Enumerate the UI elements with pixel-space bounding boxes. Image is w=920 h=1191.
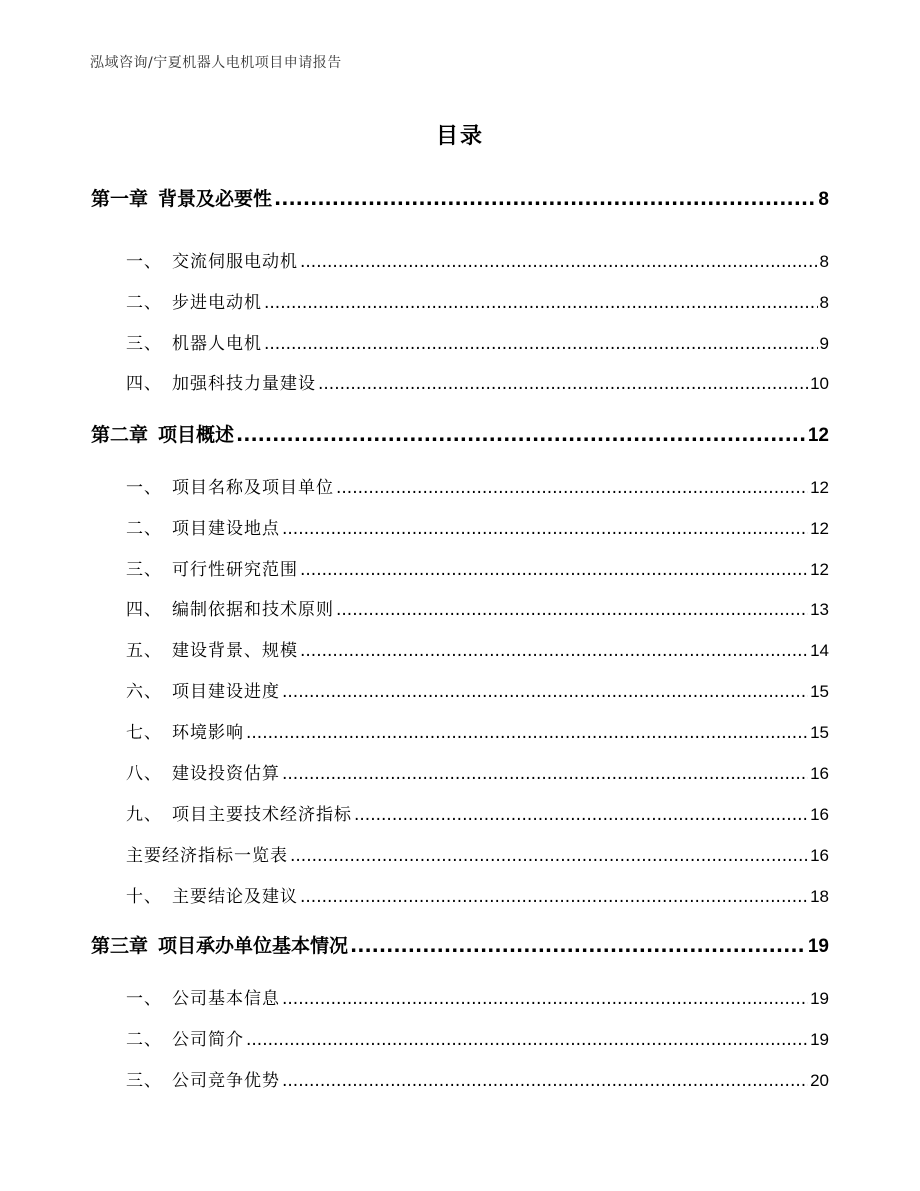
toc-entry-page: 12: [807, 425, 829, 446]
toc-entry-page: 19: [810, 1030, 829, 1049]
toc-section-entry[interactable]: [126, 1066, 829, 1091]
toc-entry-label: 建设投资估算: [172, 764, 280, 784]
toc-entry-label: 加强科技力量建设: [172, 374, 316, 394]
toc-entry-label: 公司简介: [172, 1030, 244, 1050]
toc-entry-number: 二、: [126, 519, 162, 539]
toc-section-entry[interactable]: [126, 759, 829, 784]
toc-chapter-entry[interactable]: [91, 931, 829, 958]
toc-section-entry[interactable]: [126, 882, 829, 907]
dot-leader: [300, 641, 808, 661]
toc-title: 目录: [435, 124, 484, 149]
toc-entry-number: 二、: [126, 293, 162, 313]
toc-entry-page: 12: [810, 560, 829, 579]
running-header: 泓域咨询/宁夏机器人电机项目申请报告: [90, 55, 342, 71]
toc-entry-page: 8: [818, 189, 829, 210]
toc-entry-label: 项目概述: [158, 424, 235, 446]
toc-entry-page: 10: [810, 374, 829, 393]
toc-section-entry[interactable]: [126, 718, 829, 743]
toc-section-entry[interactable]: [126, 595, 829, 620]
dot-leader: [336, 600, 808, 620]
toc-entry-page: 9: [819, 334, 829, 353]
dot-leader: [236, 424, 806, 446]
toc-entry-number: 九、: [126, 805, 162, 825]
dot-leader: [336, 478, 808, 498]
toc-entry-number: 一、: [126, 478, 162, 498]
toc-section-entry[interactable]: [126, 473, 829, 498]
toc-entry-label: 项目建设地点: [172, 519, 280, 539]
toc-entry-number: 三、: [126, 560, 162, 580]
toc-chapter-entry[interactable]: [91, 420, 829, 447]
toc-section-entry[interactable]: [126, 329, 829, 354]
toc-entry-label: 交流伺服电动机: [172, 252, 298, 272]
dot-leader: [282, 519, 808, 539]
toc-entry-page: 18: [810, 887, 829, 906]
toc-entry-number: 二、: [126, 1030, 162, 1050]
dot-leader: [300, 252, 818, 272]
toc-entry-page: 12: [810, 478, 829, 497]
toc-section-entry[interactable]: [126, 247, 829, 272]
toc-entry-number: 第一章: [91, 188, 149, 210]
dot-leader: [246, 1030, 808, 1050]
toc-entry-page: 20: [810, 1071, 829, 1090]
toc-entry-label: 可行性研究范围: [172, 560, 298, 580]
toc-section-entry[interactable]: [126, 677, 829, 702]
toc-entry-label: 公司竞争优势: [172, 1071, 280, 1091]
toc-section-entry[interactable]: [126, 555, 829, 580]
toc-entry-number: 四、: [126, 374, 162, 394]
dot-leader: [282, 764, 808, 784]
toc-entry-page: 19: [810, 989, 829, 1008]
dot-leader: [300, 887, 808, 907]
toc-section-entry[interactable]: [126, 1025, 829, 1050]
toc-section-entry[interactable]: [126, 288, 829, 313]
toc-entry-page: 16: [810, 764, 829, 783]
toc-entry-label: 项目建设进度: [172, 682, 280, 702]
toc-entry-page: 12: [810, 519, 829, 538]
dot-leader: [282, 989, 808, 1009]
toc-entry-label: 公司基本信息: [172, 989, 280, 1009]
toc-entry-number: 一、: [126, 252, 162, 272]
toc-section-entry[interactable]: [126, 800, 829, 825]
toc-entry-label: 项目名称及项目单位: [172, 478, 334, 498]
toc-entry-label: 主要结论及建议: [172, 887, 298, 907]
dot-leader: [264, 293, 818, 313]
dot-leader: [246, 723, 808, 743]
toc-entry-label: 机器人电机: [172, 334, 262, 354]
toc-entry-page: 8: [819, 252, 829, 271]
toc-entry-number: 六、: [126, 682, 162, 702]
toc-section-entry[interactable]: [126, 636, 829, 661]
toc-section-entry[interactable]: [126, 369, 829, 394]
toc-entry-page: 14: [810, 641, 829, 660]
toc-entry-page: 13: [810, 600, 829, 619]
toc-entry-number: 第二章: [91, 424, 149, 446]
toc-entry-number: 第三章: [91, 935, 149, 957]
toc-entry-page: 8: [819, 293, 829, 312]
toc-entry-label: 背景及必要性: [158, 188, 273, 210]
toc-entry-number: 十、: [126, 887, 162, 907]
toc-entry-page: 19: [807, 936, 829, 957]
toc-entry-label: 主要经济指标一览表: [126, 846, 288, 866]
toc-section-entry[interactable]: [126, 984, 829, 1009]
dot-leader: [264, 334, 818, 354]
toc-entry-label: 项目主要技术经济指标: [172, 805, 352, 825]
toc-entry-page: 15: [810, 682, 829, 701]
toc-entry-number: 三、: [126, 1071, 162, 1091]
dot-leader: [290, 846, 808, 866]
toc-entry-label: 编制依据和技术原则: [172, 600, 334, 620]
toc-entry-number: 一、: [126, 989, 162, 1009]
dot-leader: [282, 1071, 808, 1091]
toc-entry-number: 五、: [126, 641, 162, 661]
toc-entry-label: 环境影响: [172, 723, 244, 743]
toc-entry-page: 16: [810, 805, 829, 824]
toc-entry-number: 三、: [126, 334, 162, 354]
dot-leader: [354, 805, 808, 825]
toc-chapter-entry[interactable]: [91, 184, 829, 211]
toc-entry-label: 步进电动机: [172, 293, 262, 313]
toc-section-entry[interactable]: [126, 514, 829, 539]
toc-entry-number: 八、: [126, 764, 162, 784]
toc-entry-page: 15: [810, 723, 829, 742]
toc-entry-label: 建设背景、规模: [172, 641, 298, 661]
toc-entry-number: 七、: [126, 723, 162, 743]
dot-leader: [282, 682, 808, 702]
dot-leader: [300, 560, 808, 580]
dot-leader: [350, 935, 806, 957]
toc-section-entry[interactable]: [126, 841, 829, 866]
toc-entry-number: 四、: [126, 600, 162, 620]
dot-leader: [274, 188, 816, 210]
toc-entry-page: 16: [810, 846, 829, 865]
toc-entry-label: 项目承办单位基本情况: [158, 935, 349, 957]
dot-leader: [318, 374, 808, 394]
